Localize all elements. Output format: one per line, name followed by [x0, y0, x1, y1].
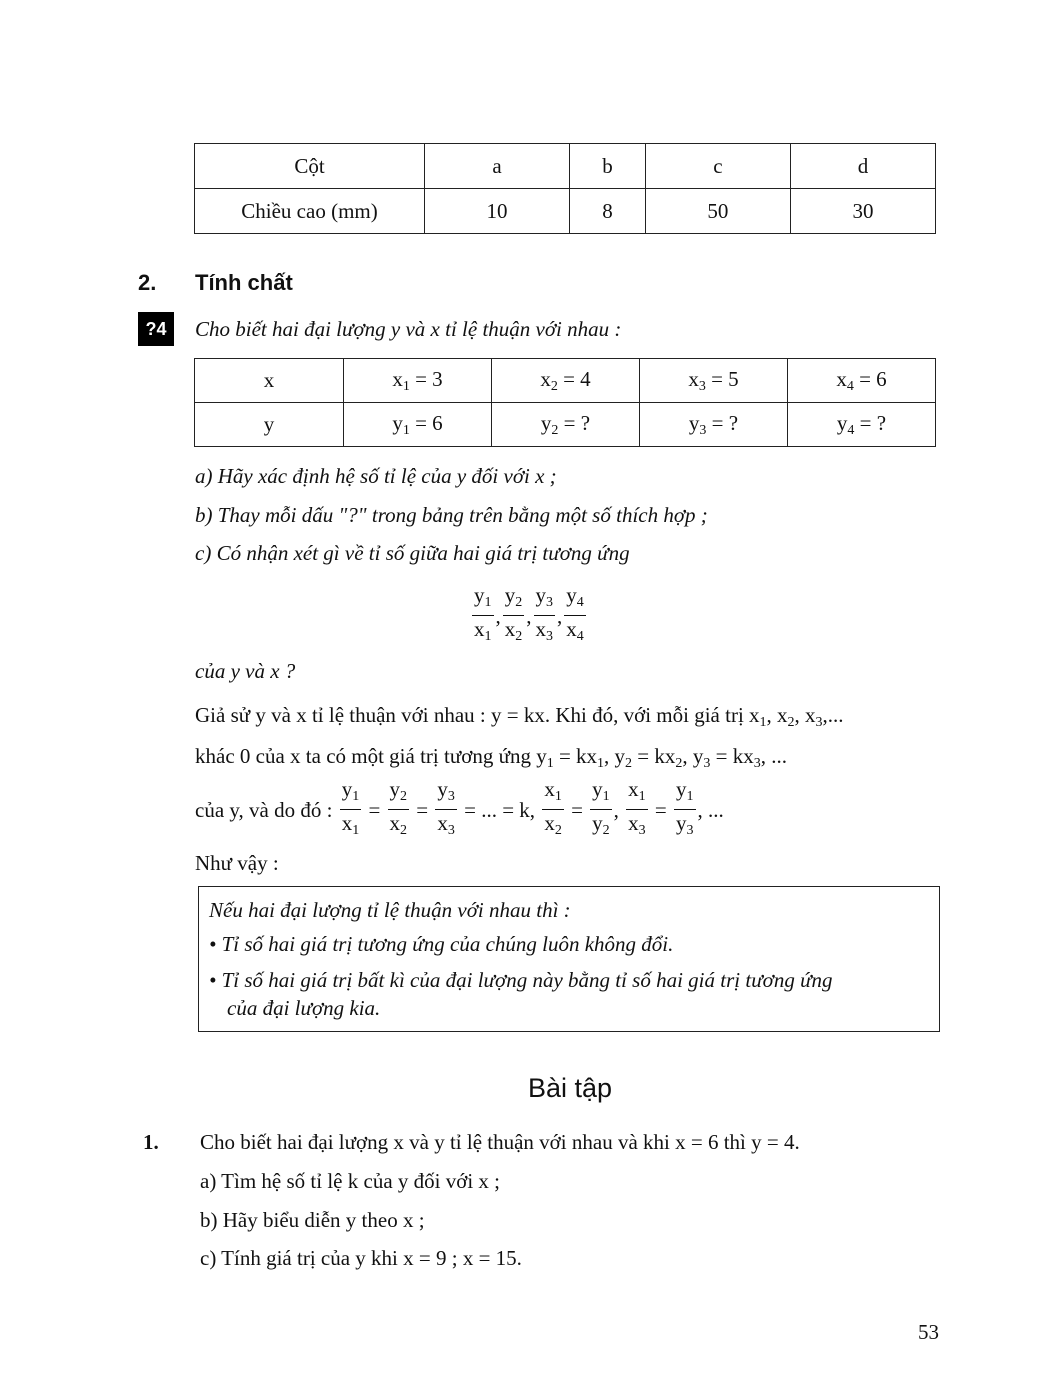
table-value-d: 30 [790, 189, 935, 234]
xy-table-x2: $x_2 = 4$ [492, 359, 640, 403]
exercise-part-a: a) Tìm hệ số tỉ lệ k của y đối với x ; [200, 1169, 500, 1193]
rule-box [198, 886, 940, 1032]
page-number: 53 [918, 1320, 939, 1344]
exercise-part-b: b) Hãy biểu diễn y theo x ; [200, 1208, 425, 1232]
table-value-b: 8 [570, 189, 646, 234]
explanation-conclusion: Như vậy : [195, 851, 279, 875]
question-part-a: a) Hãy xác định hệ số tỉ lệ của y đối với x ; [195, 464, 557, 488]
xy-table-x1: $x_1 = 3$ [344, 359, 492, 403]
question-part-c: c) Có nhận xét gì về tỉ số giữa hai giá trị tương ứng [195, 541, 630, 565]
xy-table [194, 358, 936, 447]
exercise-text: Cho biết hai đại lượng x và y tỉ lệ thuận với nhau và khi x = 6 thì y = 4. [200, 1130, 800, 1154]
ratio-1: $\frac{y_1}{x_1}$ [474, 583, 492, 644]
table-column-a: a [425, 144, 570, 189]
rule-bullet-2-cont: của đại lượng kia. [227, 996, 381, 1020]
height-table [194, 143, 936, 234]
xy-table-x3: $x_3 = 5$ [640, 359, 788, 403]
exercise-part-c: c) Tính giá trị của y khi x = 9 ; x = 15. [200, 1246, 522, 1270]
question-badge: ?4 [138, 312, 174, 346]
rule-intro: Nếu hai đại lượng tỉ lệ thuận với nhau thì : [209, 898, 571, 922]
exercise-number: 1. [143, 1130, 159, 1154]
ratio-4: $\frac{y_4}{x_4}$ [566, 583, 584, 644]
xy-table-y3: $y_3$ = ? [640, 403, 788, 447]
xy-table-y4: $y_4$ = ? [788, 403, 936, 447]
table-header-label: Cột [195, 144, 425, 189]
rule-bullet-2: • Tỉ số hai giá trị bất kì của đại lượng này bằng tỉ số hai giá trị tương ứng [209, 968, 833, 992]
xy-table-x4: $x_4 = 6$ [788, 359, 936, 403]
ratio-3: $\frac{y_3}{x_3}$ [535, 583, 553, 644]
ratio-2: $\frac{y_2}{x_2}$ [504, 583, 523, 644]
xy-table-y2: $y_2$ = ? [492, 403, 640, 447]
explanation-line-2: khác 0 của x ta có một giá trị tương ứng $y_1 = kx_1$, $y_2 = kx_2$, $y_3 = kx_3$, ... [195, 744, 787, 771]
table-column-c: c [645, 144, 790, 189]
table-row-label: Chiều cao (mm) [195, 189, 425, 234]
explanation-line-3: của y, và do đó : $\frac{y_1}{x_1}$ = $\frac{y_2}{x_2}$ = $\frac{y_3}{x_3}$ = ... = k, $\frac{x_1}{x_2}$ = $\frac{y_1}{y_2}$ , $\frac{x_1}{x_3}$ = $\frac{y_1}{y_3}$ , ... [195, 777, 724, 838]
question-part-c-end: của y và x ? [195, 659, 296, 683]
xy-table-y-label: y [195, 403, 344, 447]
table-value-c: 50 [645, 189, 790, 234]
xy-table-y1: $y_1 = 6$ [344, 403, 492, 447]
table-value-a: 10 [425, 189, 570, 234]
table-column-b: b [570, 144, 646, 189]
section-title: Tính chất [195, 270, 293, 295]
xy-table-x-label: x [195, 359, 344, 403]
exercises-title: Bài tập [527, 1073, 613, 1103]
question-intro: Cho biết hai đại lượng y và x tỉ lệ thuận với nhau : [195, 317, 622, 341]
ratio-list: $\frac{y_1}{x_1}$ , $\frac{y_2}{x_2}$ , $\frac{y_3}{x_3}$ , $\frac{y_4}{x_4}$ [470, 583, 588, 650]
explanation-line-1: Giả sử y và x tỉ lệ thuận với nhau : y = kx. Khi đó, với mỗi giá trị $x_1$, $x_2$, $x_3$,... [195, 703, 844, 730]
rule-bullet-1: • Tỉ số hai giá trị tương ứng của chúng luôn không đổi. [209, 932, 674, 956]
question-part-b: b) Thay mỗi dấu "?" trong bảng trên bằng một số thích hợp ; [195, 503, 708, 527]
table-column-d: d [790, 144, 935, 189]
section-number: 2. [138, 270, 157, 295]
